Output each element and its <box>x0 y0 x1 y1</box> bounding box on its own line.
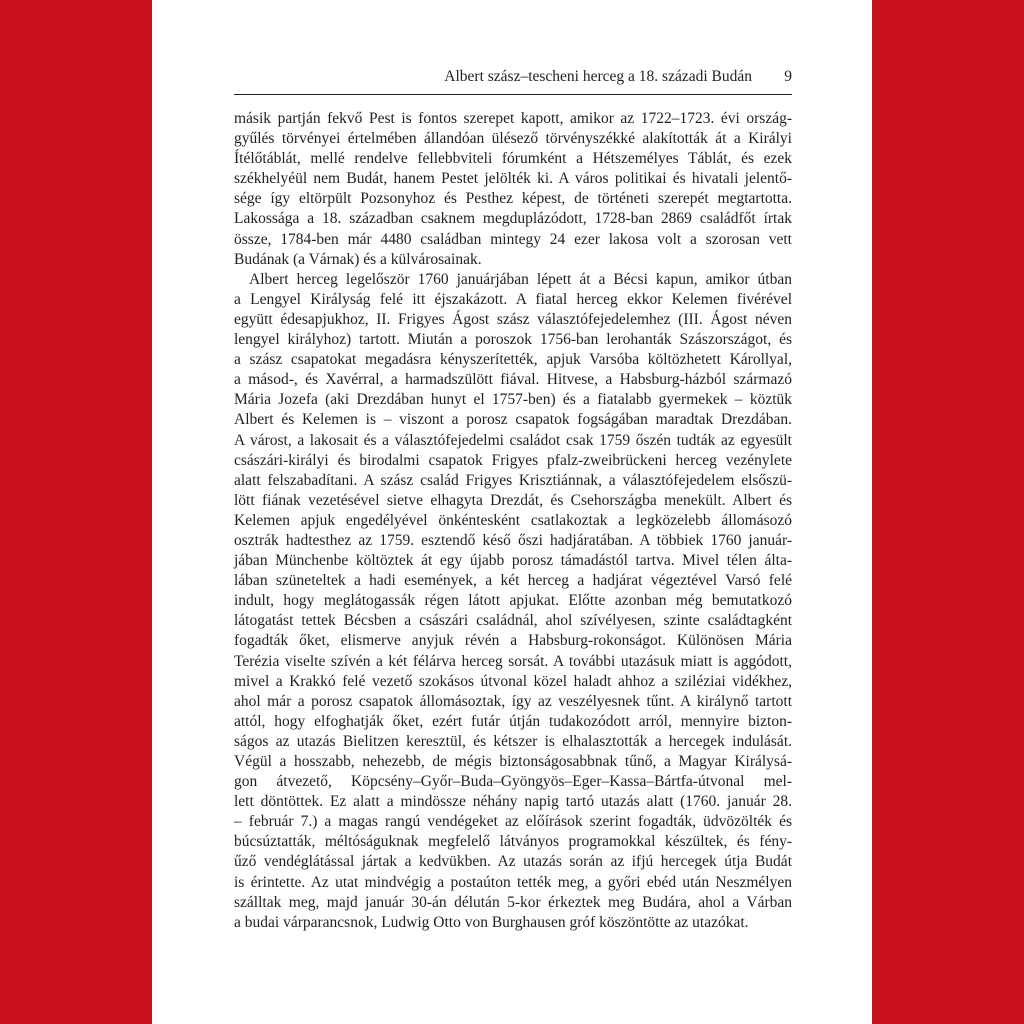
text-line: Terézia viselte szívén a két félárva herceg sorsát. A további utazásuk miatt is aggódott, <box>234 652 792 670</box>
running-title: Albert szász–tescheni herceg a 18. századi Budán <box>444 68 752 85</box>
text-line: Albert herceg legelőször 1760 januárjában lépett át a Bécsi kapun, amikor útban <box>249 270 792 288</box>
text-line: a Lengyel Királyság felé itt éjszakázott. A fiatal herceg ekkor Kelemen fivérével <box>234 290 792 308</box>
text-line: székhelyéül nem Budát, hanem Pestet jelölték ki. A város politikai és hivatali jelentő- <box>234 170 792 188</box>
text-line: császári-királyi és birodalmi csapatok Frigyes pfalz-zweibrückeni herceg vezénylete <box>234 451 792 469</box>
text-line: A várost, a lakosait és a választófejedelmi családot csak 1759 őszén tudták az egyesült <box>234 431 792 449</box>
text-line: Lakossága a 18. században csaknem megduplázódott, 1728-ban 2869 családfőt írtak <box>234 210 792 228</box>
text-line: másik partján fekvő Pest is fontos szerepet kapott, amikor az 1722–1723. évi ország- <box>234 110 792 127</box>
text-line: Budának (a Várnak) és a külvárosainak. <box>234 250 482 268</box>
text-line: a másod-, és Xavérral, a harmadszülött fiával. Hitvese, a Habsburg-házból származó <box>234 371 792 389</box>
text-line: együtt édesapjukhoz, II. Frigyes Ágost szász választófejedelemhez (III. Ágost néven <box>234 310 792 328</box>
text-line: lött fiának vezetésével sietve elhagyta Drezdát, és Csehországba menekült. Albert és <box>234 491 792 509</box>
text-line: a szász csapatokat megadásra kényszerítették, apjuk Varsóba költözhetett Károllyal, <box>234 351 792 369</box>
text-line: jában Münchenbe költöztek át egy újabb porosz támadástól tartva. Mivel télen álta- <box>234 552 792 570</box>
text-line: búcsúztatták, méltóságuknak megfelelő látványos programokkal készültek, és fény- <box>234 833 792 851</box>
text-line: Végül a hosszabb, nehezebb, de mégis biztonságosabbnak tűnő, a Magyar Királysá- <box>234 753 792 770</box>
text-line: attól, hogy elfoghatják őket, ezért futár útján tudakozódott arról, mennyire bizton- <box>234 712 792 730</box>
text-line: Kelemen apjuk engedélyével önkéntesként csatlakoztak a legközelebb állomásozó <box>234 511 792 529</box>
text-line: – február 7.) a magas rangú vendégeket az előírások szerint fogadták, üdvözölték és <box>234 813 792 831</box>
text-line: osztrák hadtesthez az 1759. esztendő késő őszi hadjáratában. A többiek 1760 január- <box>234 531 792 549</box>
text-line: lában szüneteltek a hadi események, a két herceg a hadjárat végeztével Varsó felé <box>234 572 792 590</box>
text-line: alatt felszabadítani. A szász család Frigyes Krisztiánnak, a választófejedelem elsőszü- <box>234 471 792 489</box>
text-line: ahol már a porosz csapatok állomásoztak, így az veszélyesnek tűnt. A királynő tartott <box>234 692 792 710</box>
text-line: szálltak meg, majd január 30-án délután 5-kor érkeztek meg Budára, ahol a Várban <box>234 893 792 911</box>
text-line: látogatást tettek Bécsben a császári családnál, ahol szívélyesen, szinte családtagként <box>234 612 792 630</box>
body-text <box>234 109 792 933</box>
text-line: gon átvezető, Köpcsény–Győr–Buda–Gyöngyös–Eger–Kassa–Bártfa-útvonal mel- <box>234 773 792 791</box>
page-number: 9 <box>784 68 792 85</box>
book-page <box>152 0 872 1024</box>
text-line: a budai várparancsnok, Ludwig Otto von Burghausen gróf köszöntötte az utazókat. <box>234 913 749 931</box>
text-line: lett döntöttek. Ez alatt a mindössze néhány napig tartó utazás alatt (1760. január 28. <box>234 793 792 811</box>
text-line: Albert és Kelemen is – viszont a porosz csapatok fogságában maradtak Drezdában. <box>234 411 792 429</box>
text-line: össze, 1784-ben már 4480 családban mintegy 24 ezer lakosa volt a szorosan vett <box>234 230 792 248</box>
text-line: indult, hogy meglátogassák régen látott apjukat. Előtte azonban még bemutatkozó <box>234 592 792 610</box>
text-line: lengyel királyhoz) tartott. Miután a poroszok 1756-ban lerohanták Szászországot, és <box>234 331 792 349</box>
text-line: sége így eltörpült Pozsonyhoz és Pesthez képest, de történeti szerepét megtartotta. <box>234 190 792 208</box>
text-line: Ítélőtáblát, mellé rendelve fellebbviteli fórumként a Hétszemélyes Táblát, és ezek <box>234 150 792 168</box>
text-line: ságos az utazás Bielitzen keresztül, és kétszer is elhalasztották a hercegek indulását. <box>234 732 792 750</box>
text-line: fogadták őket, elismerve anyjuk révén a Habsburg-rokonságot. Különösen Mária <box>234 632 792 650</box>
text-line: űző vendéglátással jártak a kedvükben. Az utazás során az ifjú hercegek útja Budát <box>234 853 792 871</box>
text-line: mivel a Krakkó felé vezető szokásos útvonal közel haladt ahhoz a sziléziai vidékhez, <box>234 672 792 690</box>
header-rule <box>234 94 792 95</box>
paragraph <box>234 109 792 270</box>
text-line: Mária Jozefa (aki Drezdában hunyt el 1757-ben) és a fiatalabb gyermekek – köztük <box>234 391 792 409</box>
text-line: is érintette. Az utat mindvégig a postaúton tették meg, a győri ebéd után Neszmélyen <box>234 873 792 891</box>
running-header <box>234 66 792 88</box>
paragraph <box>234 270 792 933</box>
text-line: gyűlés törvényei értelmében állandóan ülésező törvényszékké alakították át a Királyi <box>234 130 792 148</box>
